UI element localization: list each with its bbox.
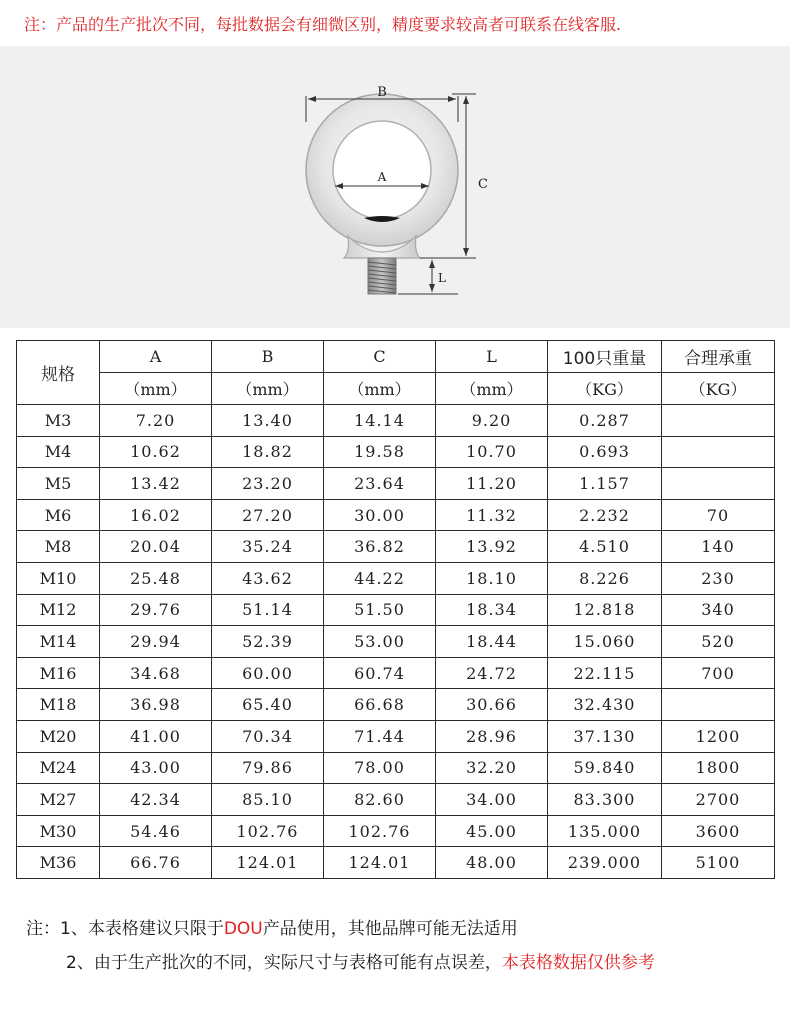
spec-table-body <box>17 405 775 879</box>
spec-cell: M20 <box>17 720 100 752</box>
value-cell: 8.226 <box>548 562 662 594</box>
value-cell: 36.82 <box>324 531 436 563</box>
col-unit-c: （mm） <box>324 373 436 405</box>
value-cell: 10.70 <box>436 436 548 468</box>
value-cell: 18.44 <box>436 626 548 658</box>
value-cell <box>662 405 775 437</box>
table-row <box>17 626 775 658</box>
value-cell: 44.22 <box>324 562 436 594</box>
table-row <box>17 847 775 879</box>
value-cell: 2.232 <box>548 499 662 531</box>
value-cell: 48.00 <box>436 847 548 879</box>
value-cell: 3600 <box>662 815 775 847</box>
table-row <box>17 468 775 500</box>
value-cell: 135.000 <box>548 815 662 847</box>
value-cell: 0.287 <box>548 405 662 437</box>
value-cell: 18.10 <box>436 562 548 594</box>
value-cell: 34.00 <box>436 784 548 816</box>
value-cell: 4.510 <box>548 531 662 563</box>
col-name-l: L <box>436 341 548 373</box>
value-cell: 29.76 <box>100 594 212 626</box>
value-cell: 23.20 <box>212 468 324 500</box>
value-cell: 59.840 <box>548 752 662 784</box>
value-cell: 27.20 <box>212 499 324 531</box>
value-cell: 16.02 <box>100 499 212 531</box>
value-cell: 41.00 <box>100 720 212 752</box>
value-cell: 42.34 <box>100 784 212 816</box>
header-row-names <box>17 341 775 373</box>
value-cell: 37.130 <box>548 720 662 752</box>
dim-label-c: C <box>478 177 488 192</box>
value-cell: 13.42 <box>100 468 212 500</box>
spec-cell: M30 <box>17 815 100 847</box>
value-cell: 79.86 <box>212 752 324 784</box>
value-cell: 70.34 <box>212 720 324 752</box>
col-unit-load: （KG） <box>662 373 775 405</box>
spec-cell: M14 <box>17 626 100 658</box>
value-cell: 18.82 <box>212 436 324 468</box>
value-cell: 85.10 <box>212 784 324 816</box>
value-cell: 83.300 <box>548 784 662 816</box>
table-row <box>17 499 775 531</box>
value-cell <box>662 689 775 721</box>
value-cell: 66.68 <box>324 689 436 721</box>
table-row <box>17 689 775 721</box>
value-cell: 43.62 <box>212 562 324 594</box>
table-row <box>17 657 775 689</box>
footnote-2-highlight: 本表格数据仅供参考 <box>501 953 655 973</box>
value-cell: 700 <box>662 657 775 689</box>
value-cell: 340 <box>662 594 775 626</box>
value-cell: 124.01 <box>324 847 436 879</box>
col-name-b: B <box>212 341 324 373</box>
footnote-2 <box>26 946 776 980</box>
value-cell: 43.00 <box>100 752 212 784</box>
value-cell: 28.96 <box>436 720 548 752</box>
value-cell: 82.60 <box>324 784 436 816</box>
value-cell: 52.39 <box>212 626 324 658</box>
spec-cell: M5 <box>17 468 100 500</box>
table-row <box>17 720 775 752</box>
col-unit-a: （mm） <box>100 373 212 405</box>
spec-table <box>16 340 775 879</box>
col-unit-b: （mm） <box>212 373 324 405</box>
spec-cell: M36 <box>17 847 100 879</box>
value-cell: 66.76 <box>100 847 212 879</box>
eye-bolt-diagram <box>0 46 790 328</box>
top-note: 注：产品的生产批次不同，每批数据会有细微区别，精度要求较高者可联系在线客服. <box>0 0 790 46</box>
value-cell: 36.98 <box>100 689 212 721</box>
footnote-1 <box>26 912 776 946</box>
footnote-1-suffix: 产品使用，其他品牌可能无法适用 <box>262 919 518 939</box>
table-row <box>17 531 775 563</box>
value-cell <box>662 436 775 468</box>
value-cell: 51.14 <box>212 594 324 626</box>
value-cell: 45.00 <box>436 815 548 847</box>
col-name-a: A <box>100 341 212 373</box>
table-row <box>17 815 775 847</box>
value-cell: 54.46 <box>100 815 212 847</box>
footnote-1-prefix: 注：1、本表格建议只限于 <box>26 919 224 939</box>
value-cell: 51.50 <box>324 594 436 626</box>
value-cell: 70 <box>662 499 775 531</box>
value-cell: 18.34 <box>436 594 548 626</box>
value-cell: 0.693 <box>548 436 662 468</box>
value-cell: 1200 <box>662 720 775 752</box>
value-cell: 60.74 <box>324 657 436 689</box>
table-row <box>17 405 775 437</box>
spec-cell: M6 <box>17 499 100 531</box>
value-cell: 34.68 <box>100 657 212 689</box>
value-cell: 19.58 <box>324 436 436 468</box>
dim-label-a: A <box>377 170 387 184</box>
spec-cell: M18 <box>17 689 100 721</box>
value-cell: 9.20 <box>436 405 548 437</box>
value-cell: 71.44 <box>324 720 436 752</box>
value-cell: 23.64 <box>324 468 436 500</box>
value-cell: 124.01 <box>212 847 324 879</box>
spec-cell: M10 <box>17 562 100 594</box>
value-cell: 32.20 <box>436 752 548 784</box>
header-row-units <box>17 373 775 405</box>
eye-bolt-drawing <box>0 46 790 328</box>
spec-cell: M16 <box>17 657 100 689</box>
value-cell: 2700 <box>662 784 775 816</box>
value-cell: 230 <box>662 562 775 594</box>
value-cell: 102.76 <box>324 815 436 847</box>
spec-cell: M8 <box>17 531 100 563</box>
value-cell: 20.04 <box>100 531 212 563</box>
value-cell: 30.00 <box>324 499 436 531</box>
col-name-load: 合理承重 <box>662 341 775 373</box>
spec-cell: M3 <box>17 405 100 437</box>
value-cell: 1800 <box>662 752 775 784</box>
value-cell: 7.20 <box>100 405 212 437</box>
value-cell: 15.060 <box>548 626 662 658</box>
spec-cell: M12 <box>17 594 100 626</box>
dim-label-b: B <box>377 85 387 100</box>
spec-header: 规格 <box>17 341 100 405</box>
table-row <box>17 594 775 626</box>
footnotes <box>26 912 776 980</box>
value-cell: 29.94 <box>100 626 212 658</box>
value-cell: 13.92 <box>436 531 548 563</box>
value-cell: 30.66 <box>436 689 548 721</box>
value-cell: 60.00 <box>212 657 324 689</box>
col-name-c: C <box>324 341 436 373</box>
value-cell: 13.40 <box>212 405 324 437</box>
value-cell: 239.000 <box>548 847 662 879</box>
value-cell: 12.818 <box>548 594 662 626</box>
table-row <box>17 562 775 594</box>
spec-cell: M27 <box>17 784 100 816</box>
footnote-1-brand: DOU <box>223 919 263 939</box>
value-cell: 22.115 <box>548 657 662 689</box>
value-cell: 10.62 <box>100 436 212 468</box>
value-cell: 24.72 <box>436 657 548 689</box>
value-cell: 78.00 <box>324 752 436 784</box>
value-cell: 65.40 <box>212 689 324 721</box>
spec-cell: M24 <box>17 752 100 784</box>
value-cell: 32.430 <box>548 689 662 721</box>
col-unit-l: （mm） <box>436 373 548 405</box>
value-cell: 5100 <box>662 847 775 879</box>
value-cell: 11.20 <box>436 468 548 500</box>
value-cell: 11.32 <box>436 499 548 531</box>
table-row <box>17 752 775 784</box>
value-cell: 14.14 <box>324 405 436 437</box>
table-row <box>17 784 775 816</box>
value-cell: 520 <box>662 626 775 658</box>
col-unit-weight: （KG） <box>548 373 662 405</box>
dim-label-l: L <box>438 271 446 285</box>
value-cell: 102.76 <box>212 815 324 847</box>
footnote-2-prefix: 2、由于生产批次的不同，实际尺寸与表格可能有点误差， <box>66 953 502 973</box>
value-cell: 35.24 <box>212 531 324 563</box>
table-row <box>17 436 775 468</box>
value-cell: 1.157 <box>548 468 662 500</box>
value-cell <box>662 468 775 500</box>
value-cell: 140 <box>662 531 775 563</box>
col-name-weight: 100只重量 <box>548 341 662 373</box>
value-cell: 53.00 <box>324 626 436 658</box>
value-cell: 25.48 <box>100 562 212 594</box>
spec-cell: M4 <box>17 436 100 468</box>
